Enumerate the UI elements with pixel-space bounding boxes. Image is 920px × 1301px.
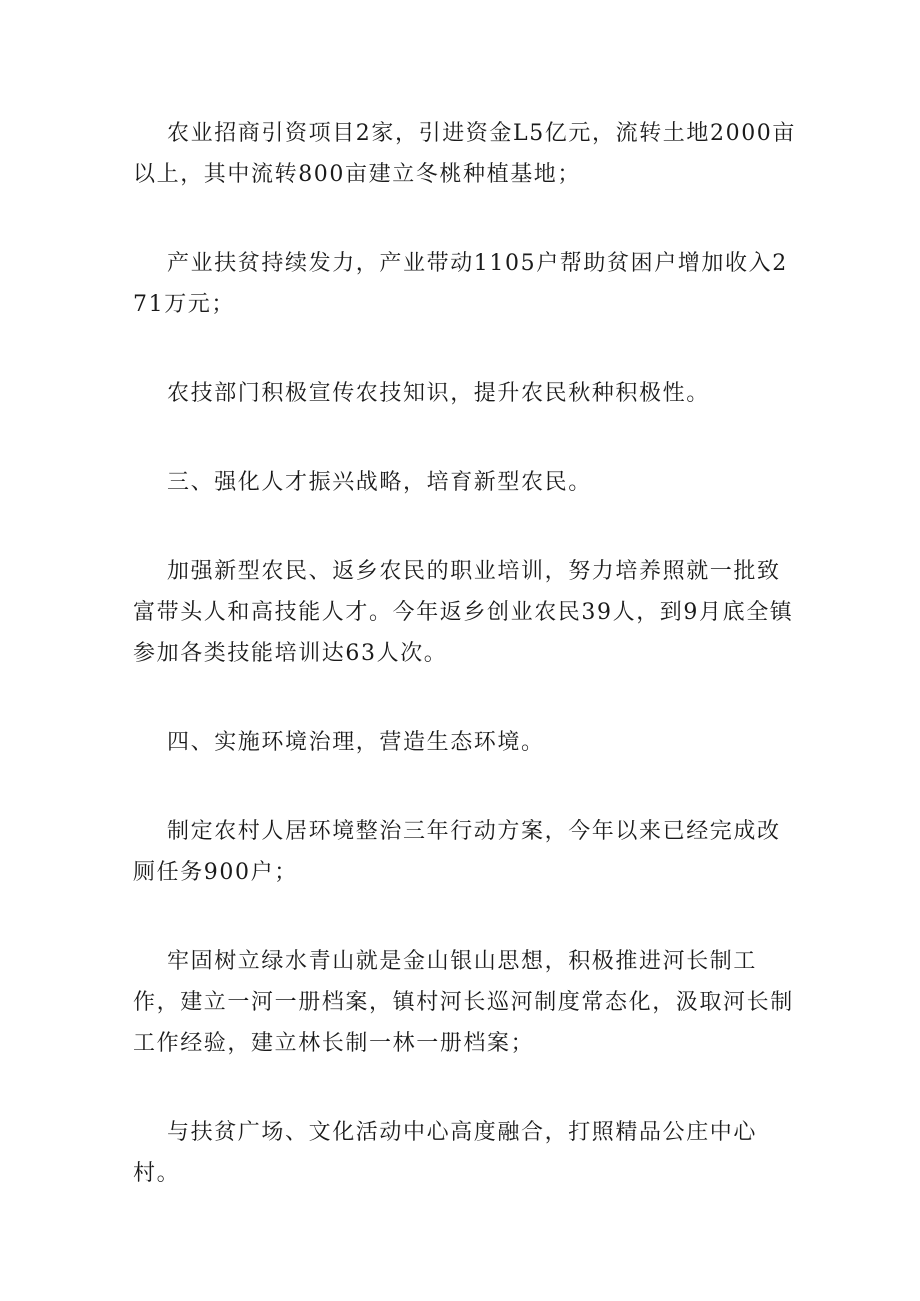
paragraph-industry-poverty: 产业扶贫持续发力，产业带动1105户帮助贫困户增加收入271万元；: [133, 251, 788, 317]
section-heading-talent: 三、强化人才振兴战略，培育新型农民。: [167, 470, 592, 495]
section-heading-environment: 四、实施环境治理，营造生态环境。: [167, 730, 545, 755]
paragraph-river-chief: 牢固树立绿水青山就是金山银山思想，积极推进河长制工作，建立一河一册档案，镇村河长巡河制度常态化，汲取河长制工作经验，建立林长制一林一册档案；: [133, 949, 794, 1056]
paragraph-central-village: 与扶贫广场、文化活动中心高度融合，打照精品公庄中心村。: [133, 1120, 758, 1186]
paragraph-living-environment: 制定农村人居环境整治三年行动方案，今年以来已经完成改厕任务900户；: [133, 819, 781, 885]
paragraph-agri-tech: 农技部门积极宣传农技知识，提升农民秋种积极性。: [167, 381, 710, 406]
paragraph-agri-investment: 农业招商引资项目2家，引进资金L5亿元，流转土地2000亩以上，其中流转800亩建立冬桃种植基地；: [133, 121, 796, 187]
document-body: [133, 113, 800, 1242]
paragraph-farmer-training: 加强新型农民、返乡农民的职业培训，努力培养照就一批致富带头人和高技能人才。今年返乡创业农民39人，到9月底全镇参加各类技能培训达63人次。: [133, 559, 794, 666]
